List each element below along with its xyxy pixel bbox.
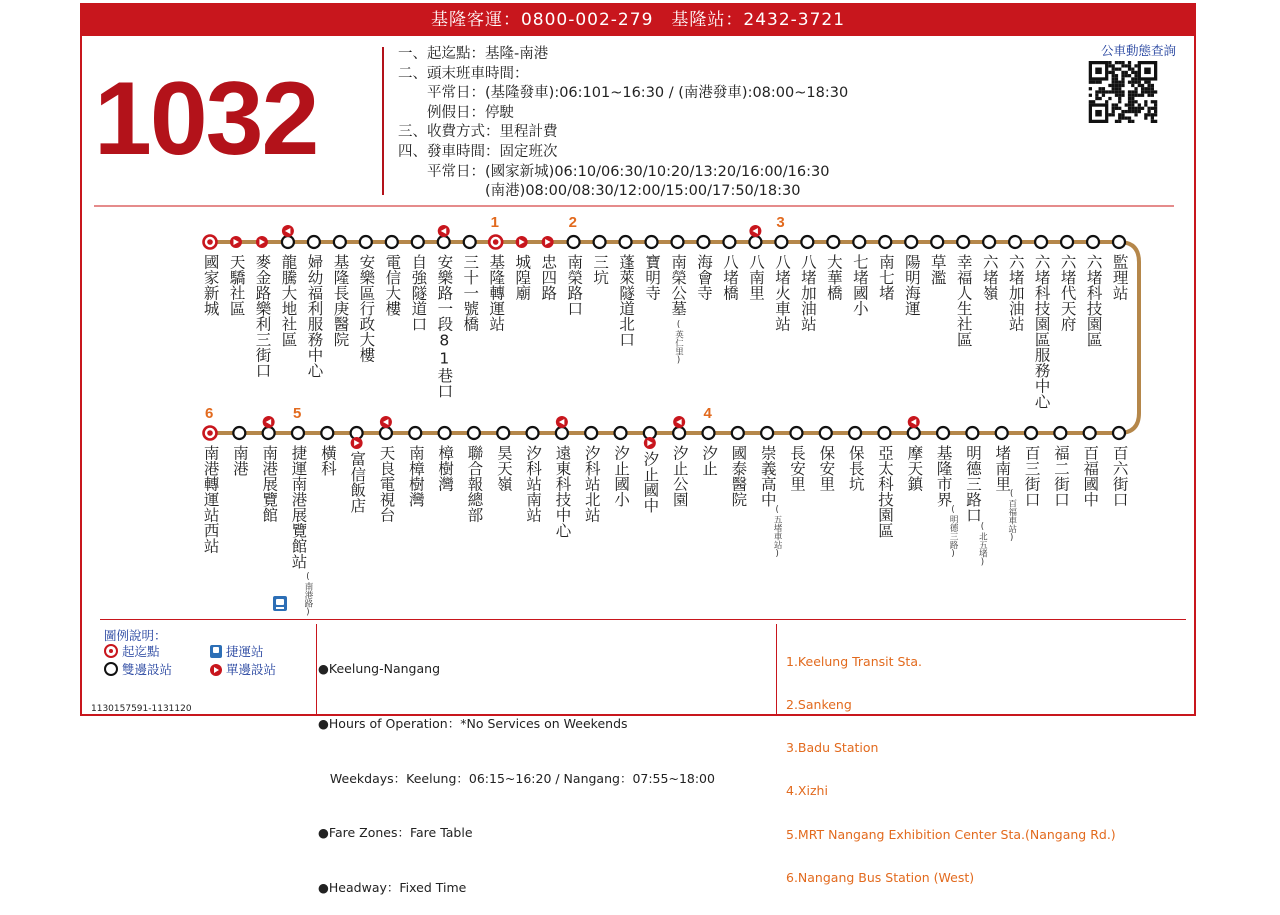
stop-marker[interactable]	[334, 236, 346, 248]
station-name: 監理站	[1110, 254, 1129, 301]
station-name: 遠東科技中心	[553, 445, 572, 538]
english-line: Weekdays：Keelung：06:15~16:20 / Nangang：07:55~18:00	[318, 770, 715, 786]
station-subtitle: (百福車站)	[1006, 488, 1017, 543]
station-subtitle: (南港路)	[302, 571, 313, 618]
info-line: 例假日：停駛	[398, 104, 514, 121]
station-name: 富信飯店	[348, 451, 367, 513]
stop-marker[interactable]	[723, 236, 735, 248]
station-name: 三坑	[591, 254, 610, 285]
stop-marker[interactable]	[292, 427, 304, 439]
station-name: 百三街口	[1022, 445, 1041, 507]
station-name: 麥金路樂利三街口	[253, 254, 272, 378]
stop-marker[interactable]	[615, 427, 627, 439]
station-name: 六堵代天府	[1058, 254, 1077, 332]
stop-marker[interactable]	[360, 236, 372, 248]
station-name: 八堵橋	[721, 254, 740, 301]
one-side-stop-icon	[263, 416, 275, 428]
stop-marker[interactable]	[308, 236, 320, 248]
stop-marker[interactable]	[937, 427, 949, 439]
stop-marker[interactable]	[594, 236, 606, 248]
info-line: 二、頭末班車時間：	[398, 65, 529, 82]
station-name: 國泰醫院	[729, 445, 748, 507]
english-info	[318, 624, 715, 915]
station-name: 婦幼福利服務中心	[305, 254, 324, 378]
station-name: 八堵加油站	[798, 254, 817, 332]
stop-number: 1	[490, 214, 500, 231]
legend-title: 圖例說明：	[104, 628, 167, 643]
station-name: 明德三路口	[963, 445, 982, 523]
stop-marker[interactable]	[905, 236, 917, 248]
station-name: 汐止公園	[670, 445, 689, 507]
station-name: 南七堵	[876, 254, 895, 301]
english-line: ●Keelung-Nangang	[318, 661, 441, 677]
station-name: 聯合報總部	[465, 445, 484, 523]
stop-marker[interactable]	[966, 427, 978, 439]
one-side-stop-icon	[282, 225, 294, 237]
stop-marker[interactable]	[439, 427, 451, 439]
station-name: 六堵嶺	[980, 254, 999, 301]
stop-marker[interactable]	[646, 236, 658, 248]
station-name: 摩天鎮	[905, 445, 924, 492]
station-name: 堵南里	[993, 445, 1012, 492]
station-name: 保安里	[817, 445, 836, 492]
stop-marker[interactable]	[1113, 427, 1125, 439]
route-number: 1032	[94, 61, 318, 177]
stop-marker[interactable]	[983, 236, 995, 248]
english-stop: 1.Keelung Transit Sta.	[786, 653, 922, 669]
stop-marker[interactable]	[527, 427, 539, 439]
stop-marker[interactable]	[996, 427, 1008, 439]
legend-oneway	[210, 660, 276, 678]
station-name: 長安里	[788, 445, 807, 492]
english-line: ●Hours of Operation：*No Services on Weekends	[318, 716, 628, 732]
one-side-stop-icon	[644, 437, 656, 449]
station-name: 汐止國小	[612, 445, 631, 507]
stop-marker[interactable]	[1025, 427, 1037, 439]
stop-marker[interactable]	[233, 427, 245, 439]
stop-marker[interactable]	[801, 236, 813, 248]
station-name: 國家新城	[201, 254, 220, 316]
stop-marker[interactable]	[1061, 236, 1073, 248]
station-name: 基隆轉運站	[487, 254, 506, 332]
station-name: 六堵科技園區服務中心	[1032, 254, 1051, 409]
station-subtitle: (明德三路)	[948, 505, 959, 560]
station-name: 天驕社區	[227, 254, 246, 316]
stop-marker[interactable]	[879, 236, 891, 248]
one-side-stop-icon	[438, 225, 450, 237]
station-name: 六堵科技園區	[1084, 254, 1103, 347]
legend-oneway-label: 單邊設站	[225, 662, 276, 677]
one-side-stop-icon	[210, 664, 222, 676]
station-name: 寶明寺	[643, 254, 662, 301]
one-side-stop-icon	[351, 437, 363, 449]
stop-marker[interactable]	[1113, 236, 1125, 248]
station-name: 崇義高中	[758, 445, 777, 507]
station-name: 南港轉運站西站	[201, 445, 220, 554]
stop-marker[interactable]	[1084, 427, 1096, 439]
station-subtitle: (英仁里)	[673, 320, 684, 366]
stop-marker[interactable]	[671, 236, 683, 248]
info-line: 平常日：(國家新城)06:10/06:30/10:20/13:20/16:00/16:30	[398, 163, 830, 180]
station-name: 基隆市界	[934, 445, 953, 507]
station-name: 大華橋	[824, 254, 843, 301]
info-line: 三、收費方式：里程計費	[398, 124, 558, 141]
qr-title: 公車動態查詢	[1100, 43, 1176, 58]
station-name: 八堵火車站	[772, 254, 791, 332]
station-name: 保長坑	[846, 445, 865, 492]
mrt-icon	[273, 596, 287, 611]
stop-marker[interactable]	[585, 427, 597, 439]
stop-marker[interactable]	[827, 236, 839, 248]
station-name: 七堵國小	[850, 254, 869, 316]
terminal-icon	[104, 644, 118, 658]
one-side-stop-marker[interactable]	[516, 236, 528, 248]
stop-marker[interactable]	[790, 427, 802, 439]
stop-marker[interactable]	[263, 427, 275, 439]
stop-marker[interactable]	[409, 427, 421, 439]
stop-marker[interactable]	[673, 427, 685, 439]
station-name: 百六街口	[1110, 445, 1129, 507]
stop-marker[interactable]	[380, 427, 392, 439]
stop-marker[interactable]	[568, 236, 580, 248]
stop-marker[interactable]	[321, 427, 333, 439]
one-side-stop-icon	[380, 416, 392, 428]
english-stop: 6.Nangang Bus Station (West)	[786, 869, 975, 885]
stop-marker[interactable]	[749, 236, 761, 248]
legend-mrt-label: 捷運站	[225, 644, 264, 659]
mrt-icon	[210, 645, 222, 658]
station-name: 電信大樓	[383, 254, 402, 316]
station-name: 天良電視台	[377, 445, 396, 523]
footer-divider	[316, 624, 317, 716]
legend-both	[104, 660, 172, 678]
stop-marker[interactable]	[1054, 427, 1066, 439]
station-subtitle: (北五堵)	[977, 522, 988, 568]
stop-marker[interactable]	[556, 427, 568, 439]
station-name: 城隍廟	[513, 254, 532, 301]
stop-number: 6	[205, 405, 214, 422]
stop-marker[interactable]	[438, 236, 450, 248]
stop-marker[interactable]	[702, 427, 714, 439]
contact-bar: 基隆客運：0800-002-279 基隆站：2432-3721	[82, 5, 1194, 36]
terminal-stop-marker[interactable]	[204, 427, 217, 440]
one-side-stop-icon	[556, 416, 568, 428]
station-name: 海會寺	[695, 254, 714, 301]
stop-marker[interactable]	[908, 427, 920, 439]
station-name: 三十一號橋	[461, 254, 480, 332]
stop-marker[interactable]	[820, 427, 832, 439]
stop-marker[interactable]	[849, 427, 861, 439]
info-line: 平常日：(基隆發車):06:101~16:30 / (南港發車):08:00~18:30	[398, 85, 849, 102]
stop-marker[interactable]	[775, 236, 787, 248]
legend	[100, 626, 312, 686]
station-name: 福二街口	[1051, 445, 1070, 507]
one-side-stop-icon	[908, 416, 920, 428]
terminal-stop-marker[interactable]	[489, 236, 502, 249]
stop-marker[interactable]	[931, 236, 943, 248]
station-name: 汐止國中	[641, 451, 660, 513]
stop-marker[interactable]	[1009, 236, 1021, 248]
station-name: 樟樹灣	[436, 445, 455, 492]
one-side-stop-marker[interactable]	[230, 236, 242, 248]
footer-rule	[100, 619, 1186, 620]
station-subtitle: (五堵車站)	[772, 505, 783, 560]
legend-terminal-label: 起迄點	[121, 644, 160, 659]
english-stop: 3.Badu Station	[786, 740, 879, 756]
english-line: ●Fare Zones：Fare Table	[318, 825, 473, 841]
station-name: 自強隧道口	[409, 254, 428, 332]
stop-marker[interactable]	[464, 236, 476, 248]
english-line: ●Headway：Fixed Time	[318, 879, 467, 895]
station-name: 蓬萊隧道北口	[617, 254, 636, 347]
english-stop: 4.Xizhi	[786, 783, 828, 799]
footer-divider	[776, 624, 777, 716]
stop-number: 3	[776, 214, 785, 231]
stop-marker[interactable]	[761, 427, 773, 439]
station-name: 汐科站北站	[582, 445, 601, 523]
legend-mrt	[210, 642, 264, 660]
one-side-stop-icon	[749, 225, 761, 237]
stop-number: 5	[292, 405, 302, 422]
stop-marker[interactable]	[282, 236, 294, 248]
serial-number: 1130157591-1131120	[91, 704, 192, 714]
station-name: 忠四路	[539, 254, 558, 301]
info-line: 一、起迄點：基隆-南港	[398, 46, 549, 62]
stop-marker[interactable]	[957, 236, 969, 248]
station-name: 龍騰大地社區	[279, 254, 298, 347]
english-stop: 2.Sankeng	[786, 697, 852, 713]
both-side-stop-icon	[104, 662, 118, 676]
legend-both-label: 雙邊設站	[121, 662, 172, 677]
station-name: 六堵加油站	[1006, 254, 1025, 332]
stop-marker[interactable]	[620, 236, 632, 248]
one-side-stop-icon	[673, 416, 685, 428]
stop-marker[interactable]	[853, 236, 865, 248]
station-name: 百福國中	[1081, 445, 1100, 507]
station-name: 安樂區行政大樓	[357, 254, 376, 363]
stop-marker[interactable]	[412, 236, 424, 248]
station-name: 幸福人生社區	[954, 254, 973, 347]
station-name: 汐止	[700, 445, 719, 476]
stop-marker[interactable]	[386, 236, 398, 248]
station-name: 南榮路口	[565, 254, 584, 316]
one-side-stop-marker[interactable]	[256, 236, 268, 248]
station-name: 捷運南港展覽館站	[289, 445, 308, 569]
one-side-stop-marker[interactable]	[542, 236, 554, 248]
station-name: 南港	[230, 445, 249, 476]
stop-marker[interactable]	[732, 427, 744, 439]
station-name: 汐科站南站	[524, 445, 543, 523]
english-stop-list	[786, 626, 1116, 900]
stop-marker[interactable]	[1087, 236, 1099, 248]
stop-marker[interactable]	[468, 427, 480, 439]
terminal-stop-marker[interactable]	[204, 236, 217, 249]
stop-number: 2	[568, 214, 577, 231]
stop-number: 4	[703, 405, 712, 422]
stop-marker[interactable]	[697, 236, 709, 248]
station-name: 昊天嶺	[494, 445, 513, 492]
station-name: 草濫	[928, 254, 947, 285]
station-name: 亞太科技園區	[876, 445, 894, 538]
stop-marker[interactable]	[878, 427, 890, 439]
stop-marker[interactable]	[497, 427, 509, 439]
station-name: 基隆長庚醫院	[331, 254, 350, 347]
station-name: 安樂路一段81巷口	[435, 254, 454, 399]
info-line: 四、發車時間：固定班次	[398, 143, 558, 160]
station-name: 南榮公墓	[669, 254, 688, 316]
english-stop: 5.MRT Nangang Exhibition Center Sta.(Nangang Rd.)	[786, 826, 1116, 842]
station-name: 南港展覽館	[260, 445, 279, 523]
stop-marker[interactable]	[1035, 236, 1047, 248]
legend-terminal	[104, 642, 160, 660]
station-name: 橫科	[318, 445, 337, 476]
station-name: 南樟樹灣	[406, 445, 425, 507]
station-name: 陽明海運	[902, 254, 921, 316]
station-name: 八南里	[746, 254, 765, 301]
info-line: (南港)08:00/08:30/12:00/15:00/17:50/18:30	[398, 183, 801, 200]
